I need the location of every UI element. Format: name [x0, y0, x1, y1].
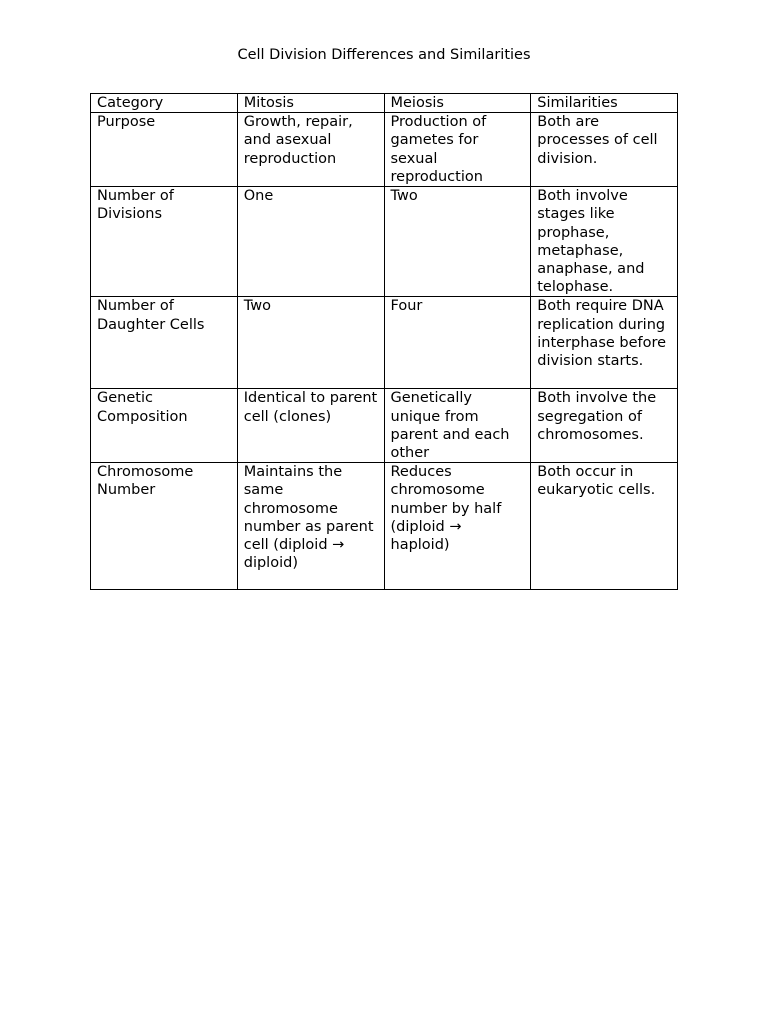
table-cell: Four [384, 297, 531, 389]
table-cell: Production of gametes for sexual reproduction [384, 113, 531, 187]
table-cell: Chromosome Number [91, 463, 238, 590]
table-cell: Number of Divisions [91, 187, 238, 297]
table-cell: Both are processes of cell division. [531, 113, 678, 187]
table-row [91, 463, 678, 590]
table-cell: Genetic Composition [91, 389, 238, 463]
table-cell: Both involve stages like prophase, metaphase, anaphase, and telophase. [531, 187, 678, 297]
table-cell: Both occur in eukaryotic cells. [531, 463, 678, 590]
header-cell-meiosis: Meiosis [384, 94, 531, 113]
header-cell-mitosis: Mitosis [237, 94, 384, 113]
table-cell: Both require DNA replication during interphase before division starts. [531, 297, 678, 389]
table-cell: Two [237, 297, 384, 389]
page-title: Cell Division Differences and Similarities [237, 47, 531, 63]
table-header-row [91, 94, 678, 113]
table-row [91, 389, 678, 463]
header-cell-category: Category [91, 94, 238, 113]
table-cell: Two [384, 187, 531, 297]
table-cell: Maintains the same chromosome number as parent cell (diploid → diploid) [237, 463, 384, 590]
table-cell: Reduces chromosome number by half (diploid → haploid) [384, 463, 531, 590]
table-row [91, 113, 678, 187]
header-cell-similarities: Similarities [531, 94, 678, 113]
table-cell: Identical to parent cell (clones) [237, 389, 384, 463]
table-cell: Growth, repair, and asexual reproduction [237, 113, 384, 187]
table-cell: One [237, 187, 384, 297]
table-row [91, 297, 678, 389]
comparison-table [90, 93, 678, 590]
table-cell: Number of Daughter Cells [91, 297, 238, 389]
table-cell: Purpose [91, 113, 238, 187]
table-cell: Genetically unique from parent and each other [384, 389, 531, 463]
table-row [91, 187, 678, 297]
table-cell: Both involve the segregation of chromosomes. [531, 389, 678, 463]
